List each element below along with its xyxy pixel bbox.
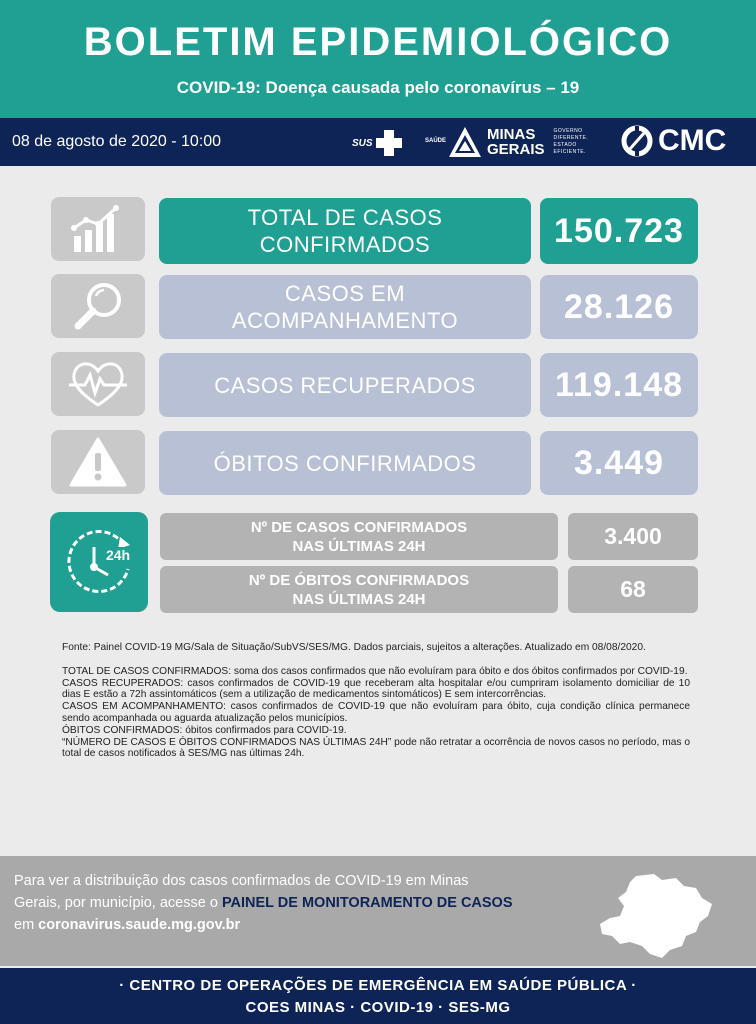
- cross-icon: [376, 130, 402, 156]
- stat-icon-box: [51, 430, 145, 494]
- date-bar: [0, 118, 756, 166]
- clock-24h-icon: [60, 523, 138, 601]
- definition-note: ÓBITOS CONFIRMADOS: óbitos confirmados para COVID-19.: [62, 724, 347, 736]
- tagline-line: GOVERNO: [553, 128, 583, 134]
- small-label-line: NAS ÚLTIMAS 24H: [292, 590, 426, 608]
- definition-note: CASOS RECUPERADOS: casos confirmados de COVID-19 que receberam alta hospitalar e/ou cumpriram isolamento domiciliar de 10 dias E estão a 72h assintomáticos (sem a utilização de medicamentos sintomáticos) E sem intercorrências.: [62, 677, 690, 701]
- minas-gerais-logo: [448, 126, 588, 158]
- stat-label-line: CASOS RECUPERADOS: [214, 372, 476, 398]
- stat-label-line: CASOS EM: [284, 281, 406, 306]
- info-line: Gerais, por município, acesse o: [14, 895, 222, 911]
- stat-label-deaths: [159, 431, 531, 495]
- definition-note: “NÚMERO DE CASOS E ÓBITOS CONFIRMADOS NAS ÚLTIMAS 24H” pode não retratar a ocorrência de novos casos no período, mas o total de casos notificados à SES/MG nas últimas 24h.: [62, 736, 690, 760]
- warning-icon: [68, 436, 128, 488]
- info-line: em: [14, 917, 39, 933]
- stat-label-line: CONFIRMADOS: [259, 232, 431, 257]
- header-banner: [0, 0, 756, 118]
- notes-section: [62, 642, 690, 760]
- cmc-logo-text: CMC: [658, 124, 727, 157]
- stat-value-recovered: 119.148: [540, 353, 698, 417]
- cmc-emblem-icon: [620, 124, 654, 158]
- stat-label-line: ÓBITOS CONFIRMADOS: [213, 450, 477, 476]
- cmc-logo: [620, 124, 726, 158]
- minas-text: MINAS: [487, 126, 536, 143]
- minas-gerais-map-icon: [596, 870, 716, 960]
- last-24h-cases-label: [160, 513, 558, 560]
- panel-link[interactable]: PAINEL DE MONITORAMENTO DE CASOS: [221, 895, 513, 911]
- info-text: [14, 870, 594, 936]
- stat-icon-box: [51, 274, 145, 338]
- magnifier-icon: [70, 278, 126, 334]
- stat-value-deaths: 3.449: [540, 431, 698, 495]
- tagline-line: EFICIENTE.: [553, 149, 587, 155]
- small-label-line: Nº DE ÓBITOS CONFIRMADOS: [248, 571, 470, 589]
- bulletin-date: 08 de agosto de 2020 - 10:00: [12, 133, 222, 150]
- stat-icon-box: [51, 197, 145, 261]
- notes-spacer: [62, 654, 690, 666]
- saude-label: SAÚDE: [425, 138, 447, 144]
- url-link[interactable]: coronavirus.saude.mg.gov.br: [38, 917, 241, 933]
- small-label-line: Nº DE CASOS CONFIRMADOS: [250, 518, 468, 536]
- last-24h-icon-box: [50, 512, 148, 612]
- definition-note: TOTAL DE CASOS CONFIRMADOS: soma dos casos confirmados que não evoluíram para óbito e dos óbitos confirmados por COVID-19.: [62, 665, 688, 677]
- stat-icon-box: [51, 352, 145, 416]
- growth-chart-icon: [70, 204, 126, 254]
- tagline-line: ESTADO: [553, 142, 577, 148]
- tagline-line: DIFERENTE.: [553, 135, 589, 141]
- page-subtitle: COVID-19: Doença causada pelo coronavírus – 19: [176, 78, 580, 97]
- stat-label-recovered: [159, 353, 531, 417]
- last-24h-deaths-value: 68: [568, 566, 698, 613]
- stat-label-line: ACOMPANHAMENTO: [231, 308, 459, 333]
- footer: [0, 968, 756, 1024]
- footer-line: · CENTRO DE OPERAÇÕES DE EMERGÊNCIA EM SAÚDE PÚBLICA ·: [119, 977, 637, 994]
- definition-note: CASOS EM ACOMPANHAMENTO: casos confirmados de COVID-19 que não evoluíram para óbito, cuja condição clínica permanece sendo acompanhada ou aguarda atualização pelos municípios.: [62, 701, 690, 724]
- last-24h-deaths-label: [160, 566, 558, 613]
- stat-label-line: TOTAL DE CASOS: [247, 205, 443, 230]
- sus-logo-text: SUS: [352, 137, 373, 149]
- small-label-line: NAS ÚLTIMAS 24H: [292, 537, 426, 555]
- footer-line: COES MINAS · COVID-19 · SES-MG: [245, 999, 511, 1016]
- source-note: Fonte: Painel COVID-19 MG/Sala de Situação/SubVS/SES/MG. Dados parciais, sujeitos a alterações. Atualizado em 08/08/2020.: [62, 642, 646, 653]
- minas-triangle-icon: [448, 126, 482, 158]
- clock-24h-text: 24h: [105, 547, 131, 563]
- stat-label-in-follow-up: [159, 275, 531, 339]
- sus-logo: [352, 130, 402, 156]
- last-24h-cases-value: 3.400: [568, 513, 698, 560]
- stat-label-total-confirmed: [159, 198, 531, 264]
- heartbeat-icon: [67, 359, 129, 409]
- info-box: [0, 856, 756, 966]
- gerais-text: GERAIS: [487, 141, 545, 158]
- stat-value-in-follow-up: 28.126: [540, 275, 698, 339]
- page-title: BOLETIM EPIDEMIOLÓGICO: [83, 20, 673, 64]
- stat-value-total-confirmed: 150.723: [540, 198, 698, 264]
- minas-tagline: [554, 128, 589, 156]
- info-line: Para ver a distribuição dos casos confirmados de COVID-19 em Minas: [14, 873, 469, 889]
